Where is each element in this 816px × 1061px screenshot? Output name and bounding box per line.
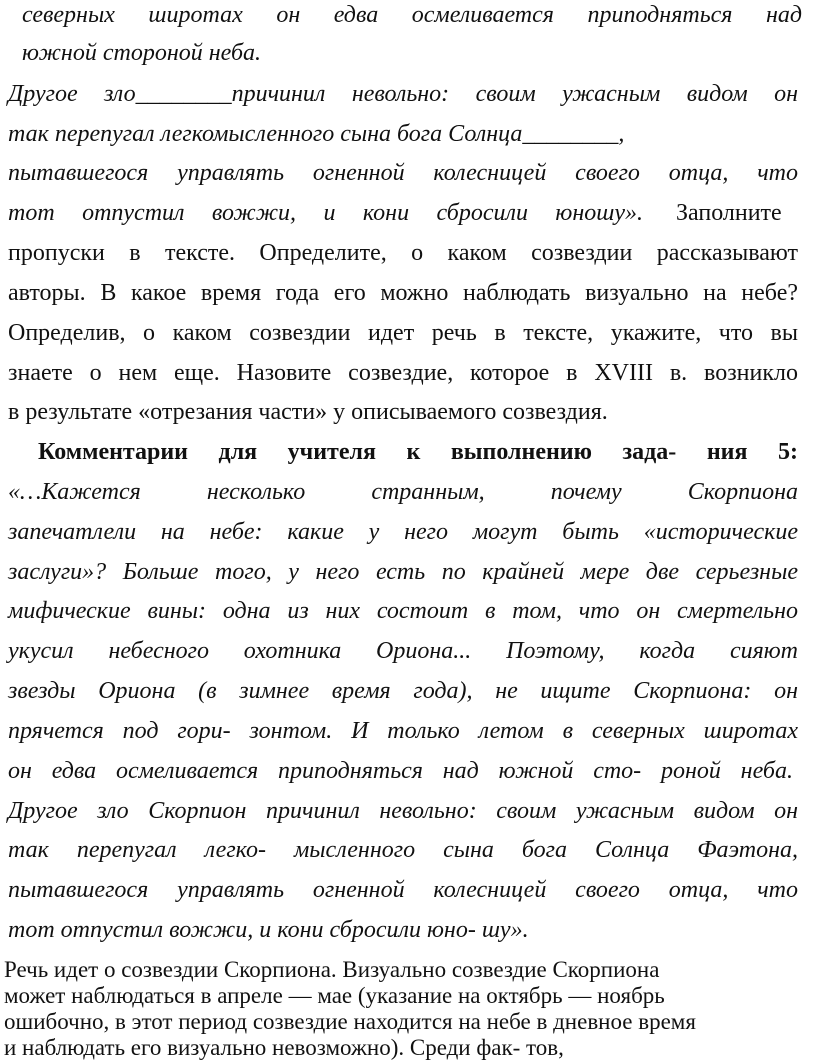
text-line: так перепугал легко- мысленного сына бога Солнца Фаэтона, xyxy=(8,837,798,863)
text-line: запечатлели на небе: какие у него могут быть «исторические xyxy=(8,519,798,545)
section-heading: Комментарии для учителя к выполнению зада- ния 5: xyxy=(38,439,798,465)
text-line: так перепугал легкомысленного сына бога Солнца________, xyxy=(8,121,625,147)
text-line: ошибочно, в этот период созвездие находится на небе в дневное время xyxy=(4,1009,696,1034)
text-line: звезды Ориона (в зимнее время года), не ищите Скорпиона: он xyxy=(8,678,798,704)
text-line: пропуски в тексте. Определите, о каком созвездии рассказывают xyxy=(8,240,798,266)
text-line: тот отпустил вожжи, и кони сбросили юношу». xyxy=(8,200,643,226)
text-line: южной стороной неба. xyxy=(22,40,262,66)
text-line: знаете о нем еще. Назовите созвездие, которое в XVIII в. возникло xyxy=(8,360,798,386)
text-line: укусил небесного охотника Ориона... Поэтому, когда сияют xyxy=(8,638,798,664)
text-line: он едва осмеливается приподняться над южной сто- роной неба. xyxy=(8,758,793,784)
text-line: пытавшегося управлять огненной колесницей своего отца, что xyxy=(8,160,798,186)
text-line: авторы. В какое время года его можно наблюдать визуально на небе? xyxy=(8,280,798,306)
text-line: может наблюдаться в апреле — мае (указание на октябрь — ноябрь xyxy=(4,983,665,1008)
text-line: Речь идет о созвездии Скорпиона. Визуально созвездие Скорпиона xyxy=(4,957,660,982)
text-line: прячется под гори- зонтом. И только летом в северных широтах xyxy=(8,718,798,744)
text-line: и наблюдать его визуально невозможно). Среди фак- тов, xyxy=(4,1035,564,1060)
text-line: Заполните xyxy=(676,200,782,226)
text-line: северных широтах он едва осмеливается приподняться над xyxy=(22,2,802,28)
text-line: Другое зло Скорпион причинил невольно: своим ужасным видом он xyxy=(8,798,798,824)
text-line: Другое зло________причинил невольно: своим ужасным видом он xyxy=(8,81,798,107)
text-line: в результате «отрезания части» у описываемого созвездия. xyxy=(8,399,608,425)
text-line: мифические вины: одна из них состоит в том, что он смертельно xyxy=(8,598,798,624)
text-line: пытавшегося управлять огненной колесницей своего отца, что xyxy=(8,877,798,903)
text-line: Определив, о каком созвездии идет речь в тексте, укажите, что вы xyxy=(8,320,798,346)
text-line: заслуги»? Больше того, у него есть по крайней мере две серьезные xyxy=(8,559,798,585)
text-line: тот отпустил вожжи, и кони сбросили юно- шу». xyxy=(8,917,529,943)
text-line: «…Кажется несколько странным, почему Скорпиона xyxy=(8,479,798,505)
